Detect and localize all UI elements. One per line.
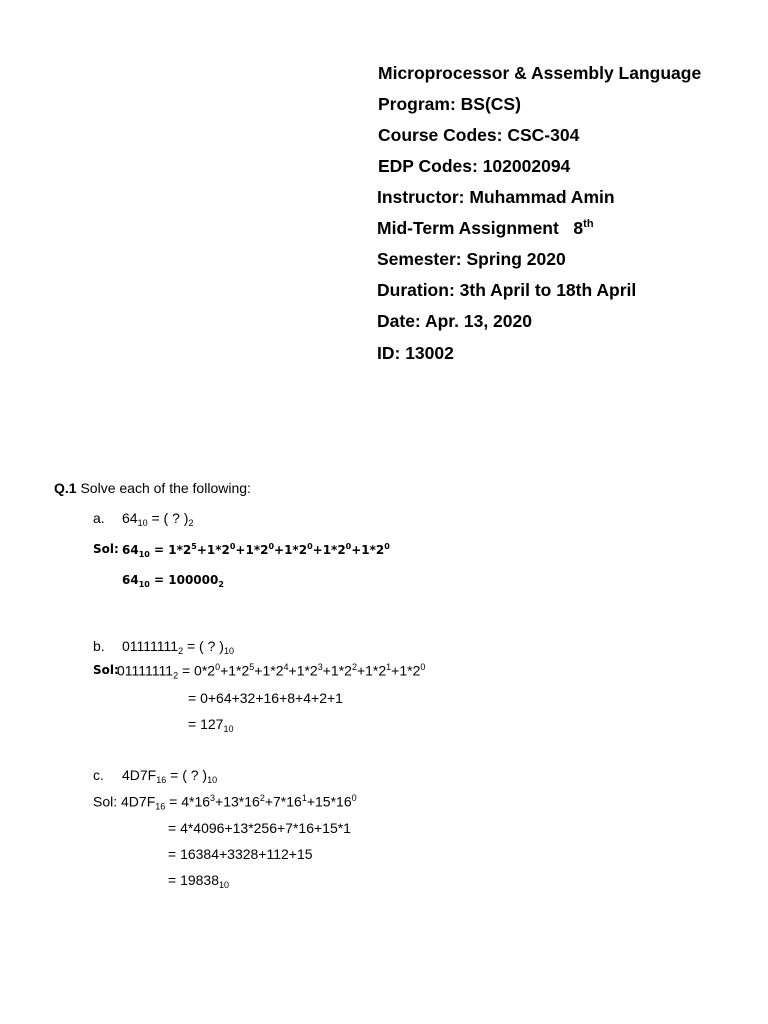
part-a-sol-label: Sol: (93, 542, 119, 556)
instructor: Instructor: Muhammad Amin (377, 187, 615, 207)
part-b-solution-1 (117, 662, 425, 681)
expr-text: +1*2 (288, 662, 318, 679)
part-b-base: 2 (178, 646, 184, 656)
expr-sup: 0 (268, 542, 275, 551)
expr-sup: 0 (229, 542, 236, 551)
expr-text: = 4*16 (165, 793, 211, 810)
semester: Semester: Spring 2020 (377, 249, 566, 269)
expr-sub: 16 (155, 801, 166, 812)
part-b-solution-3 (188, 716, 233, 734)
assignment-sup: th (583, 218, 594, 231)
part-b-label: b. (93, 638, 105, 654)
part-c-problem (122, 767, 217, 785)
expr-text: +1*2 (274, 543, 308, 557)
expr-text: +1*2 (391, 662, 421, 679)
expr-sub: 2 (173, 670, 179, 681)
expr-text: +1*2 (356, 662, 387, 679)
part-b-problem (122, 638, 234, 656)
expr-text: +1*2 (351, 543, 385, 557)
part-a-solution-2 (122, 573, 224, 589)
expr-sup: 1 (301, 793, 307, 803)
duration: Duration: 3th April to 18th April (377, 280, 637, 300)
part-b-solution-2: = 0+64+32+16+8+4+2+1 (188, 690, 343, 706)
part-a-number: 64 (122, 510, 138, 526)
question-text: Solve each of the following: (76, 480, 251, 496)
part-a-solution-1 (122, 542, 390, 559)
expr-text: +15*16 (306, 793, 352, 810)
part-c-base: 16 (156, 775, 167, 785)
expr-sub: 10 (223, 724, 234, 734)
assignment-line (377, 218, 594, 239)
part-c-solution-4 (168, 872, 229, 890)
expr-text: +1*2 (196, 543, 230, 557)
expr-sub: 10 (138, 550, 150, 559)
expr-sup: 5 (191, 542, 197, 551)
expr-sup: 3 (210, 793, 216, 803)
expr-text: +1*2 (254, 662, 284, 679)
expr-text: +7*16 (264, 793, 302, 810)
expr-sub: 10 (138, 580, 150, 589)
expr-text: +1*2 (312, 543, 346, 557)
expr-sup: 5 (249, 662, 255, 672)
expr-text: = 1*2 (149, 543, 192, 557)
part-c-mid: = ( ? ) (166, 767, 208, 783)
expr-sup: 2 (259, 793, 265, 803)
expr-sup: 0 (215, 662, 221, 672)
part-a-target-base: 2 (188, 518, 194, 528)
question-line (54, 480, 251, 496)
part-a-label: a. (93, 510, 105, 526)
expr-text: +1*2 (220, 662, 250, 679)
expr-text: = 19838 (168, 872, 219, 888)
expr-text: 64 (122, 543, 139, 557)
part-a-problem (122, 510, 193, 528)
expr-text: = 127 (188, 716, 224, 732)
expr-text: 64 (122, 573, 139, 587)
edp-codes: EDP Codes: 102002094 (378, 156, 571, 176)
part-b-sol-label: Sol: (93, 663, 119, 677)
question-number: Q.1 (54, 480, 77, 496)
expr-sub: 2 (218, 580, 224, 589)
expr-sup: 0 (345, 542, 352, 551)
expr-sup: 0 (420, 662, 426, 672)
expr-sup: 1 (386, 662, 392, 672)
part-c-solution-2: = 4*4096+13*256+7*16+15*1 (168, 820, 351, 836)
part-c-label: c. (93, 767, 104, 783)
part-a-mid: = ( ? ) (147, 510, 189, 526)
expr-text: +1*2 (235, 543, 269, 557)
part-b-number: 01111111 (122, 638, 179, 654)
part-c-target-base: 10 (207, 775, 218, 785)
expr-sup: 4 (283, 662, 289, 672)
course-codes: Course Codes: CSC-304 (378, 125, 580, 145)
date: Date: Apr. 13, 2020 (377, 311, 532, 331)
part-c-number: 4D7F (122, 767, 157, 783)
expr-text: 01111111 (117, 662, 174, 679)
expr-sup: 0 (384, 542, 390, 551)
part-c-solution-3: = 16384+3328+112+15 (168, 846, 313, 862)
assignment-suffix: 8 (573, 218, 584, 238)
part-b-target-base: 10 (223, 646, 234, 656)
student-id: ID: 13002 (377, 343, 454, 363)
program: Program: BS(CS) (378, 94, 521, 114)
expr-text: = 100000 (149, 573, 219, 587)
expr-sup: 0 (351, 793, 357, 803)
course-title: Microprocessor & Assembly Language (378, 63, 702, 83)
part-b-mid: = ( ? ) (183, 638, 224, 654)
assignment-title: Mid-Term Assignment (377, 218, 559, 238)
expr-sup: 0 (307, 542, 313, 551)
expr-sub: 10 (219, 880, 230, 890)
part-a-base: 10 (137, 518, 148, 528)
expr-sup: 3 (317, 662, 323, 672)
expr-sup: 2 (351, 662, 357, 672)
expr-text: +13*16 (215, 793, 260, 810)
expr-text: = 0*2 (178, 662, 216, 679)
expr-text: Sol: 4D7F (93, 793, 156, 810)
expr-text: +1*2 (322, 662, 352, 679)
part-c-solution-1 (93, 793, 357, 812)
